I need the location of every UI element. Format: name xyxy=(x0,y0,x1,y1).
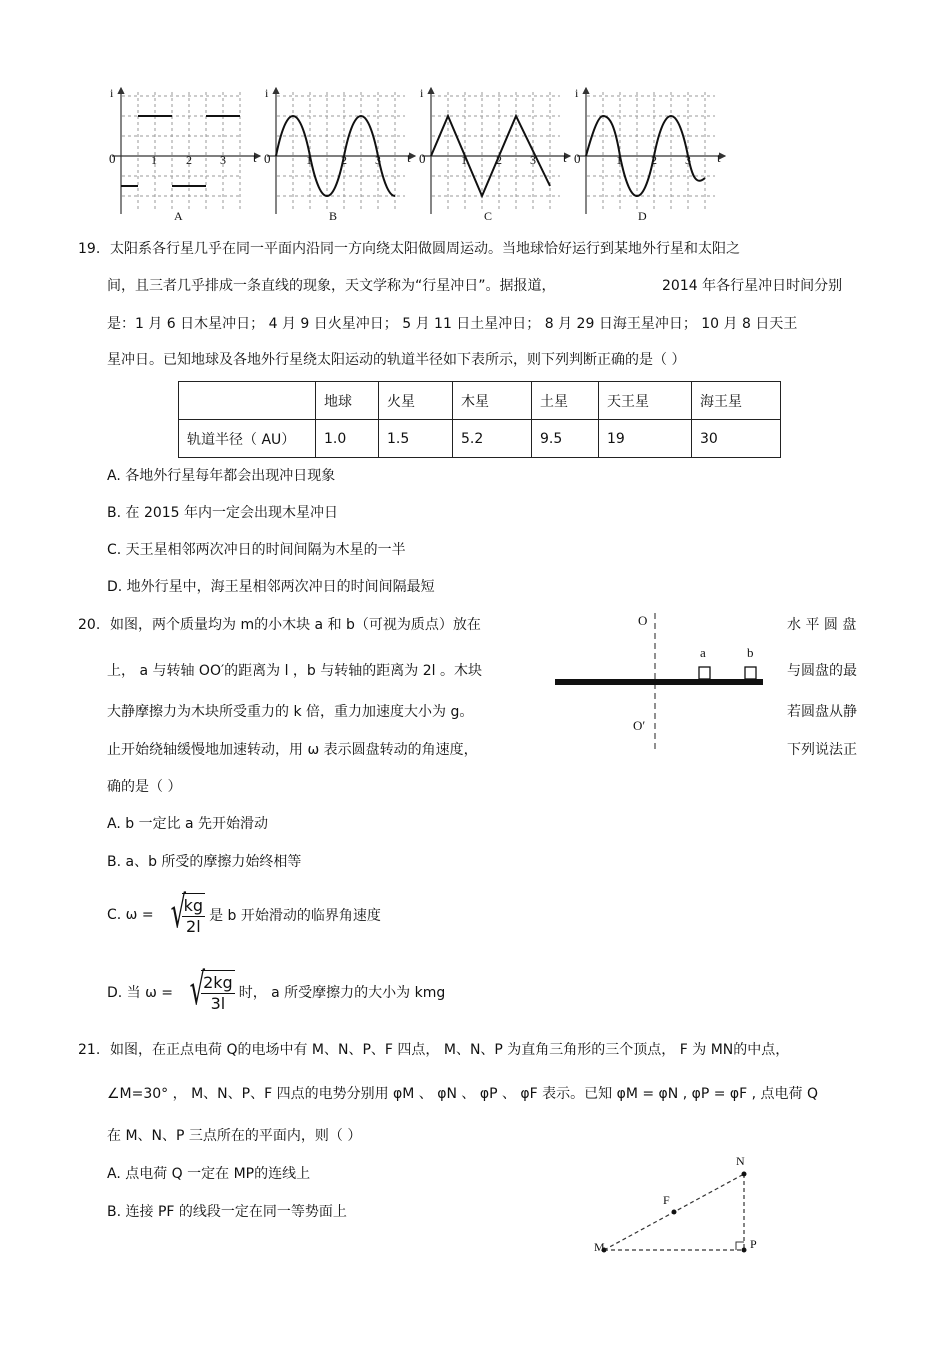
table-cell: 1.5 xyxy=(379,420,453,458)
point-p-label: P xyxy=(750,1237,757,1251)
question-20-option-c xyxy=(107,887,381,938)
table-header-row xyxy=(179,382,781,420)
table-cell: 30 xyxy=(692,420,781,458)
question-20-line-5: 确的是（ ） xyxy=(107,779,182,795)
tick-label-b-3: 3 xyxy=(375,153,381,167)
option-c-numerator: kg xyxy=(183,896,204,915)
panel-label-a: A xyxy=(174,209,183,223)
origin-label-c: 0 xyxy=(419,151,426,166)
tick-label-b-2: 2 xyxy=(341,153,347,167)
question-21-number: 21. xyxy=(78,1042,101,1058)
question-19-option-c: C. 天王星相邻两次冲日的时间间隔为木星的一半 xyxy=(107,542,406,558)
question-21-option-b: B. 连接 PF 的线段一定在同一等势面上 xyxy=(107,1204,347,1220)
table-header-cell: 天王星 xyxy=(599,382,692,420)
panel-label-b: B xyxy=(329,209,338,223)
origin-label-a: 0 xyxy=(109,151,116,166)
tick-label-d-2: 2 xyxy=(651,153,657,167)
point-n-label: N xyxy=(736,1154,745,1168)
table-cell: 19 xyxy=(599,420,692,458)
sqrt-sign-icon: √ xyxy=(189,964,206,1015)
question-20-number: 20. xyxy=(78,617,101,633)
orbit-radius-table xyxy=(178,381,781,458)
option-c-suffix: 是 b 开始滑动的临界角速度 xyxy=(209,908,381,924)
axis-i-label-c: i xyxy=(420,86,424,100)
axis-t-label-a: t xyxy=(253,150,257,165)
option-d-prefix: D. 当 ω = xyxy=(107,985,174,1001)
question-21-option-a: A. 点电荷 Q 一定在 MP的连线上 xyxy=(107,1166,311,1182)
rotating-disc-figure xyxy=(550,608,775,758)
table-row xyxy=(179,420,781,458)
block-a-label: a xyxy=(700,645,706,660)
graph-panel-d xyxy=(577,88,725,214)
axis-o-label: O xyxy=(638,613,648,628)
option-d-denominator: 3l xyxy=(210,994,226,1013)
table-header-cell: 地球 xyxy=(316,382,379,420)
question-20-option-d xyxy=(107,964,446,1015)
panel-label-d: D xyxy=(638,209,647,223)
axis-t-label-c: t xyxy=(563,150,567,165)
block-a xyxy=(699,667,710,679)
point-p xyxy=(742,1248,747,1253)
table-header-cell: 木星 xyxy=(453,382,532,420)
question-20-option-a: A. b 一定比 a 先开始滑动 xyxy=(107,816,269,832)
tick-label-d-3: 3 xyxy=(685,153,691,167)
table-cell: 5.2 xyxy=(453,420,532,458)
question-19-line-2b: 2014 年各行星冲日时间分别 xyxy=(662,278,843,294)
triangle-mnp-figure xyxy=(590,1160,770,1270)
question-20-line-3b: 若圆盘从静 xyxy=(787,704,857,720)
question-19-line-1: 太阳系各行星几乎在同一平面内沿同一方向绕太阳做圆周运动。当地球恰好运行到某地外行星和太阳之 xyxy=(110,241,740,257)
option-c-denominator: 2l xyxy=(186,917,201,936)
table-header-cell xyxy=(179,382,316,420)
disc xyxy=(555,679,763,685)
point-m-label: M xyxy=(594,1240,605,1254)
tick-label-c-2: 2 xyxy=(496,153,502,167)
question-20-line-3a: 大静摩擦力为木块所受重力的 k 倍，重力加速度大小为 g。 xyxy=(107,704,474,720)
question-19-option-b: B. 在 2015 年内一定会出现木星冲日 xyxy=(107,505,339,521)
sqrt-sign-icon: √ xyxy=(170,887,186,938)
question-21-line-2: ∠M=30° ， M、N、P、F 四点的电势分别用 φM 、 φN 、 φP 、 φF 表示。已知 φM = φN , φP = φF , 点电荷 Q xyxy=(107,1086,819,1102)
axis-i-label-a: i xyxy=(110,86,114,100)
option-d-numerator: 2kg xyxy=(203,973,233,992)
option-d-sqrt xyxy=(177,964,235,1015)
option-d-suffix: 时， a 所受摩擦力的大小为 kmg xyxy=(238,985,446,1001)
question-20-option-b: B. a、b 所受的摩擦力始终相等 xyxy=(107,854,302,870)
panel-label-c: C xyxy=(484,209,493,223)
origin-label-b: 0 xyxy=(264,151,271,166)
option-c-sqrt xyxy=(158,887,205,938)
graph-panel-c xyxy=(422,88,570,214)
table-header-cell: 土星 xyxy=(532,382,599,420)
axis-i-label-b: i xyxy=(265,86,269,100)
question-19-line-4: 星冲日。已知地球及各地外行星绕太阳运动的轨道半径如下表所示，则下列判断正确的是（ ） xyxy=(107,352,686,368)
question-20-line-2b: 与圆盘的最 xyxy=(787,663,857,679)
tick-label-c-1: 1 xyxy=(461,153,467,167)
tick-label-a-3: 3 xyxy=(220,153,226,167)
origin-label-d: 0 xyxy=(574,151,581,166)
question-19-option-a: A. 各地外行星每年都会出现冲日现象 xyxy=(107,468,336,484)
axis-i-label-d: i xyxy=(575,86,579,100)
table-header-cell: 火星 xyxy=(379,382,453,420)
question-20-line-2a: 上， a 与转轴 OO′的距离为 l ，b 与转轴的距离为 2l 。木块 xyxy=(107,663,482,679)
table-row-label: 轨道半径（ AU） xyxy=(179,420,316,458)
point-n xyxy=(742,1172,747,1177)
question-20-line-4b: 下列说法正 xyxy=(787,742,857,758)
axis-t-label-d: t xyxy=(717,150,721,165)
tick-label-a-2: 2 xyxy=(186,153,192,167)
table-cell: 9.5 xyxy=(532,420,599,458)
point-f xyxy=(672,1210,677,1215)
graph-panel-a xyxy=(112,88,260,214)
question-21-line-3: 在 M、N、P 三点所在的平面内，则（ ） xyxy=(107,1128,362,1144)
option-c-prefix: C. ω = xyxy=(107,907,154,923)
question-21-line-1: 如图，在正点电荷 Q的电场中有 M、N、P、F 四点， M、N、P 为直角三角形的三个顶点， F 为 MN的中点， xyxy=(110,1042,790,1058)
tick-label-c-3: 3 xyxy=(530,153,536,167)
block-b-label: b xyxy=(747,645,754,660)
question-19-line-3: 是：1 月 6 日木星冲日； 4 月 9 日火星冲日； 5 月 11 日土星冲日； 8 月 29 日海王星冲日； 10 月 8 日天王 xyxy=(107,316,798,332)
question-20-line-4a: 止开始绕轴缓慢地加速转动，用 ω 表示圆盘转动的角速度， xyxy=(107,742,478,758)
axis-o-prime-label: O′ xyxy=(633,718,646,733)
block-b xyxy=(745,667,756,679)
question-19-option-d: D. 地外行星中，海王星相邻两次冲日的时间间隔最短 xyxy=(107,579,435,595)
question-19-line-2a: 间，且三者几乎排成一条直线的现象，天文学称为“行星冲日”。据报道， xyxy=(107,278,556,294)
point-f-label: F xyxy=(663,1193,670,1207)
table-header-cell: 海王星 xyxy=(692,382,781,420)
table-cell: 1.0 xyxy=(316,420,379,458)
tick-label-a-1: 1 xyxy=(151,153,157,167)
question-20-line-1a: 如图，两个质量均为 m的小木块 a 和 b（可视为质点）放在 xyxy=(110,617,481,633)
tick-label-d-1: 1 xyxy=(616,153,622,167)
question-20-line-1b: 水 平 圆 盘 xyxy=(787,617,857,633)
axis-t-label-b: t xyxy=(407,150,411,165)
question-19-number: 19. xyxy=(78,241,101,257)
graph-panel-b xyxy=(267,88,415,214)
tick-label-b-1: 1 xyxy=(306,153,312,167)
